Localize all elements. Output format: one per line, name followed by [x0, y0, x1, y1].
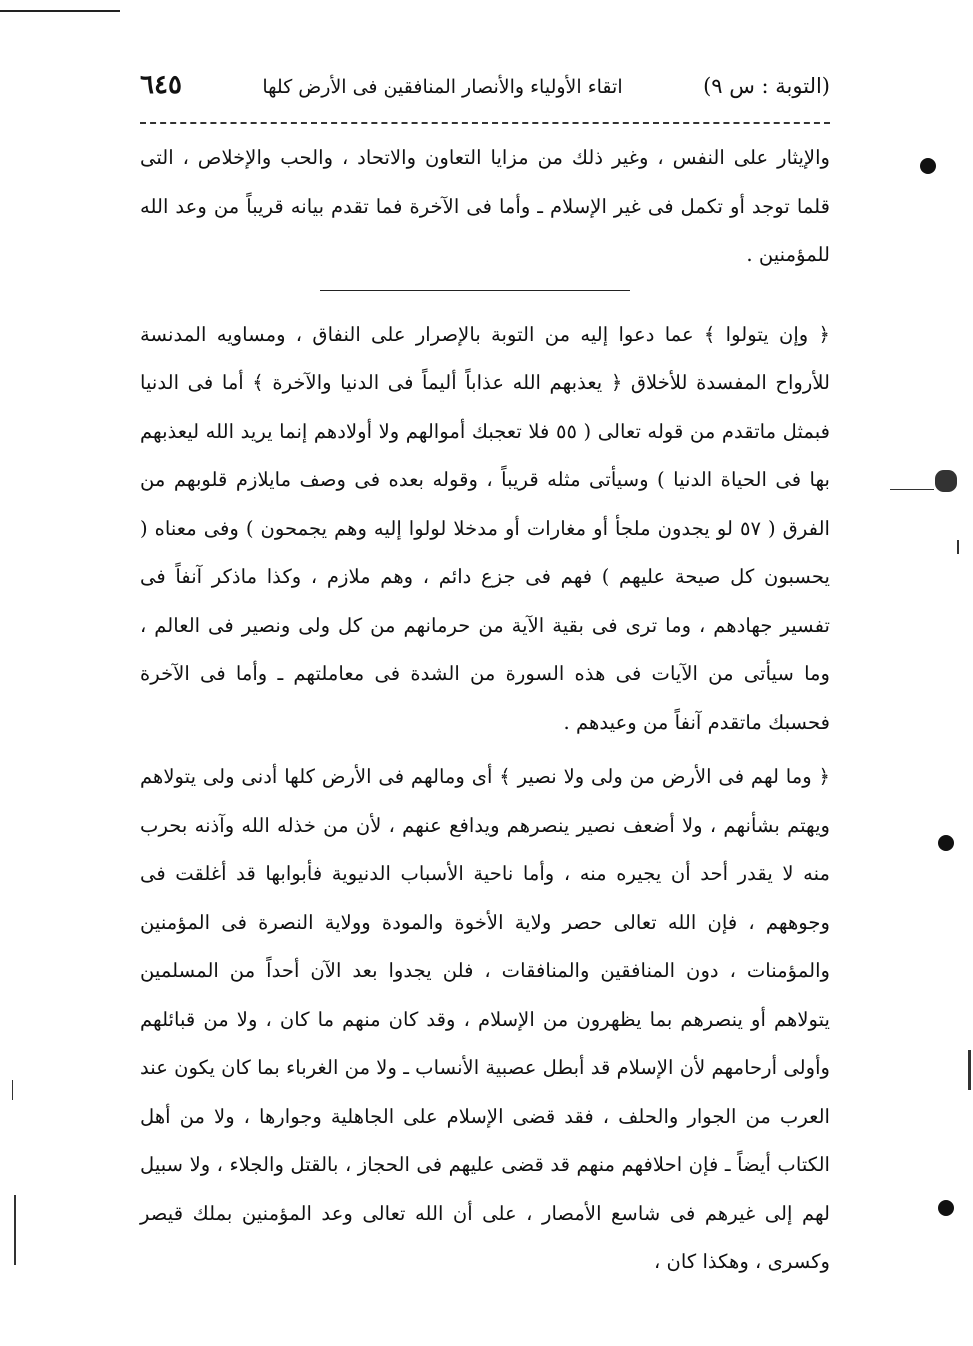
header-rule [140, 122, 830, 124]
paragraph-1: والإيثار على النفس ، وغير ذلك من مزايا التعاون والاتحاد ، والحب والإخلاص ، التى قلما توجد أو تكمل فى غير الإسلام ـ وأما فى الآخرة فما تقدم بيانه قريباً من وعد الله للمؤمنين . [140, 146, 830, 266]
scan-mark [890, 489, 934, 490]
scan-mark [14, 1195, 16, 1265]
binding-hole-dot [920, 158, 936, 174]
section-separator [320, 290, 630, 291]
binding-hole-dot [938, 1200, 954, 1216]
scan-mark [935, 470, 957, 492]
running-header [140, 70, 830, 120]
header-sura-ref: (التوبة : س ٩) [703, 74, 830, 98]
document-page [140, 70, 830, 1287]
scan-edge-line [0, 10, 120, 12]
paragraph-2: ﴿ وإن يتولوا ﴾ عما دعوا إليه من التوبة بالإصرار على النفاق ، ومساويه المدنسة للأرواح المفسدة للأخلاق ﴿ يعذبهم الله عذاباً أليماً فى الدنيا والآخرة ﴾ أما فى الدنيا فبمثل ماتقدم من قوله تعالى ( ٥٥ فلا تعجبك أموالهم ولا أولادهم إنما يريد الله ليعذبهم بها فى الحياة الدنيا ) وسيأتى مثله قريباً ، وقوله بعده فى وصف مايلازم قلوبهم من الفرق ( ٥٧ لو يجدون ملجأ أو مغارات أو مدخلا لولوا إليه وهم يجمحون ) وفى معناه ( يحسبون كل صيحة عليهم ) فهم فى جزع دائم ، وهم ملازم ، وكذا ماذكر آنفاً فى تفسير جهادهم ، وما ترى فى بقية الآية من حرمانهم من كل ولى ونصير فى العالم ، وما سيأتى من الآيات فى هذه السورة من الشدة فى معاملتهم ـ وأما فى الآخرة فحسبك ماتقدم آنفاً من وعيدهم . [140, 322, 831, 734]
scan-mark [957, 540, 959, 554]
binding-hole-dot [938, 835, 954, 851]
header-title: اتقاء الأولياء والأنصار المنافقين فى الأرض كلها [262, 76, 623, 98]
page-number: ٦٤٥ [140, 70, 182, 100]
scan-mark [968, 1050, 971, 1090]
paragraph-3: ﴿ وما لهم فى الأرض من ولى ولا نصير ﴾ أى ومالهم فى الأرض كلها أدنى ولى يتولاهم ويهتم بشأنهم ، ولا أضعف نصير ينصرهم ويدافع عنهم ، لأن من خذله الله وآذنه بحرب منه لا يقدر أحد أن يجيره منه ، وأما ناحية الأسباب الدنيوية فأبوابها قد أغلقت فى وجوههم ، فإن الله تعالى حصر ولاية الأخوة والمودة وولاية النصرة فى المؤمنين والمؤمنات ، دون المنافقين والمنافقات ، فلن يجدوا بعد الآن أحداً من المسلمين يتولاهم أو ينصرهم بما يظهرون من الإسلام ، وقد كان منهم ما كان ، ولا من قبائلهم وأولى أرحامهم لأن الإسلام قد أبطل عصبية الأنساب ـ ولا من الغرباء بما كان يكون عند العرب من الجوار والحلف ، فقد قضى الإسلام على الجاهلية وجوارها ، ولا من أهل الكتاب أيضاً ـ فإن احلافهم منهم قد قضى عليهم فى الحجاز ، بالقتل والجلاء ، ولا سبيل لهم إلى غيرهم فى شاسع الأمصار ، على أن الله تعالى وعد المؤمنين بملك قيصر وكسرى ، وهكذا كان ، [140, 765, 830, 1273]
scan-mark [12, 1080, 13, 1100]
